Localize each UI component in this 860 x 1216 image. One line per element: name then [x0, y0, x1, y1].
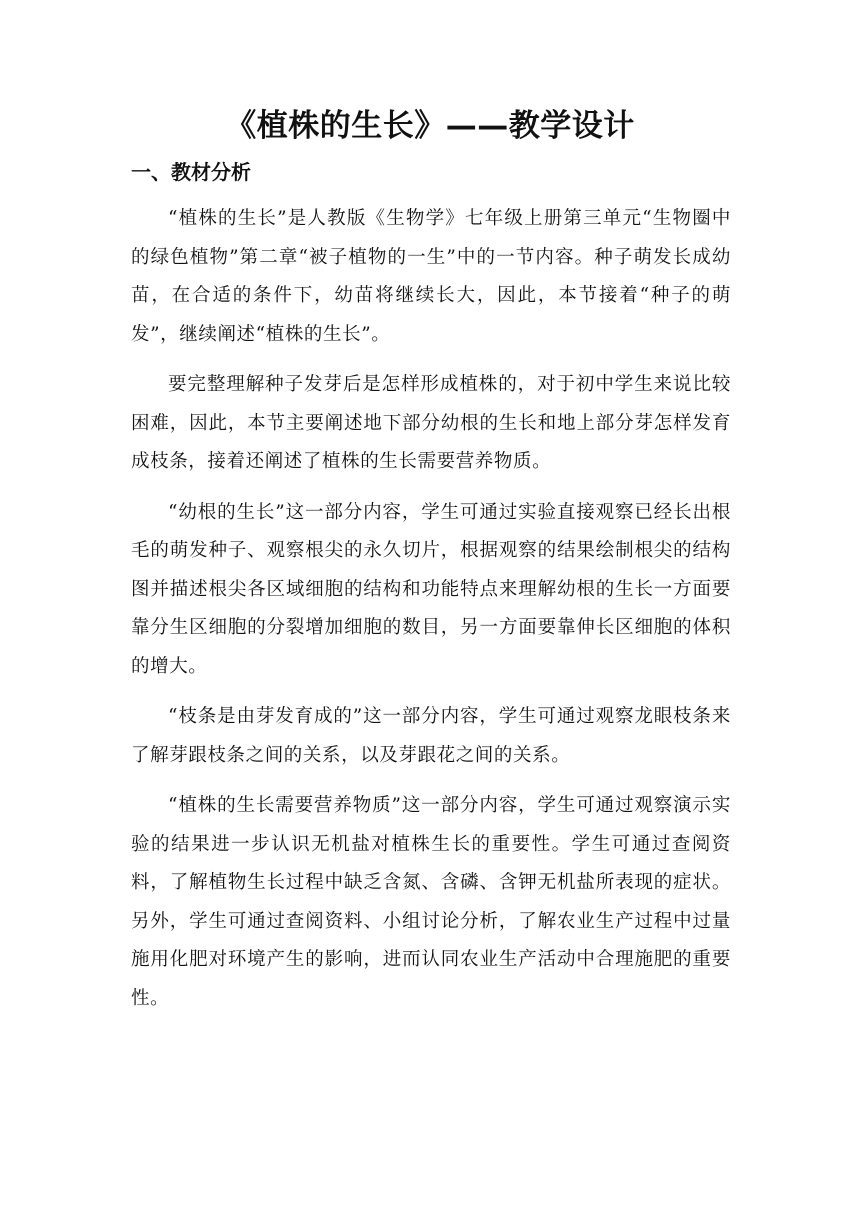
- paragraph-nutrients: “植株的生长需要营养物质”这一部分内容，学生可通过观察演示实验的结果进一步认识无机盐对植株生长的重要性。学生可通过查阅资料，了解植物生长过程中缺乏含氮、含磷、含钾无机盐所表现的症状。另外，学生可通过查阅资料、小组讨论分析，了解农业生产过程中过量施用化肥对环境产生的影响，进而认同农业生产活动中合理施肥的重要性。: [131, 795, 731, 1009]
- paragraph-difficulty: 要完整理解种子发芽后是怎样形成植株的，对于初中学生来说比较困难，因此，本节主要阐述地下部分幼根的生长和地上部分芽怎样发育成枝条，接着还阐述了植株的生长需要营养物质。: [131, 374, 731, 472]
- paragraph-root-growth: “幼根的生长”这一部分内容，学生可通过实验直接观察已经长出根毛的萌发种子、观察根尖的永久切片，根据观察的结果绘制根尖的结构图并描述根尖各区域细胞的结构和功能特点来理解幼根的生长一方面要靠分生区细胞的分裂增加细胞的数目，另一方面要靠伸长区细胞的体积的增大。: [131, 501, 731, 677]
- paragraph-intro: “植株的生长”是人教版《生物学》七年级上册第三单元“生物圈中的绿色植物”第二章“被子植物的一生”中的一节内容。种子萌发长成幼苗，在合适的条件下，幼苗将继续长大，因此，本节接着“种子的萌发”，继续阐述“植株的生长”。: [131, 208, 731, 345]
- section-body: [131, 200, 731, 1030]
- document-title: 《植株的生长》——教学设计: [225, 108, 635, 144]
- paragraph-bud-branch: “枝条是由芽发育成的”这一部分内容，学生可通过观察龙眼枝条来了解芽跟枝条之间的关系，以及芽跟花之间的关系。: [131, 706, 731, 766]
- section-heading-textbook-analysis: 一、教材分析: [131, 160, 251, 184]
